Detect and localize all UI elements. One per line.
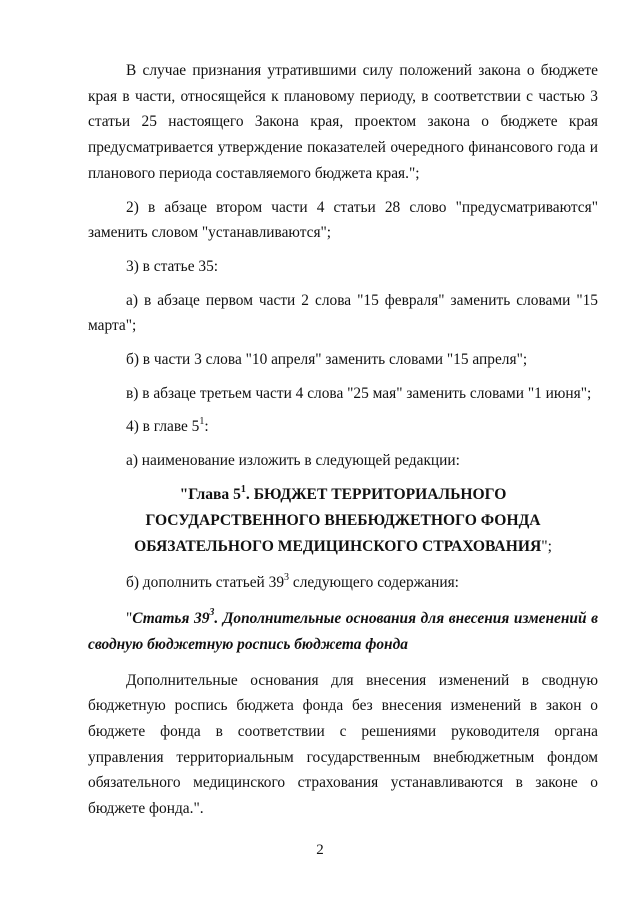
page-number: 2 [316, 842, 324, 858]
item-4-colon: : [204, 418, 209, 436]
chapter-heading-line-1 [88, 482, 598, 508]
item-3a: а) в абзаце первом части 2 слова "15 февраля" заменить словами "15 марта"; [88, 291, 598, 335]
item-4-text: 4) в главе 5 [126, 418, 200, 436]
chapter-heading-line-2: ГОСУДАРСТВЕННОГО ВНЕБЮДЖЕТНОГО ФОНДА [145, 511, 541, 529]
item-2: 2) в абзаце втором части 4 статьи 28 слово "предусматриваются" заменить словом "устанавливаются"; [88, 198, 598, 242]
item-4-superscript: 1 [199, 416, 205, 428]
item-3c: в) в абзаце третьем части 4 слова "25 мая" заменить словами "1 июня"; [126, 384, 592, 402]
document-body [88, 58, 598, 822]
article-title-suffix: . Дополнительные основания для внесения изменений в сводную бюджетную роспись бюджета фонда [88, 609, 598, 653]
item-3b: б) в части 3 слова "10 апреля" заменить словами "15 апреля"; [126, 351, 528, 369]
chapter-heading-line-3 [88, 534, 598, 560]
item-4a: а) наименование изложить в следующей редакции: [126, 452, 460, 470]
chapter-heading-suffix: . БЮДЖЕТ ТЕРРИТОРИАЛЬНОГО [245, 485, 507, 503]
chapter-heading-prefix: "Глава 5 [179, 485, 241, 503]
item-4b-text: б) дополнить статьей 39 [126, 573, 285, 591]
item-4 [88, 414, 598, 440]
chapter-heading [88, 482, 598, 560]
chapter-heading-superscript: 1 [240, 483, 246, 495]
chapter-heading-closing-quote: "; [541, 537, 552, 555]
item-4b-superscript: 3 [284, 571, 290, 583]
item-3: 3) в статье 35: [126, 257, 219, 275]
article-title-superscript: 3 [209, 607, 215, 619]
article-opening-quote: " [126, 609, 133, 627]
paragraph-budget-repeal: В случае признания утратившими силу положений закона о бюджете края в части, относящейся к плановому периоду, в соответствии с частью 3 статьи 25 настоящего Закона края, проектом закона о бюджете края предусматривается утверждение показателей очередного финансового года и планового периода составляемого бюджета края."; [88, 62, 598, 182]
item-4b-suffix: следующего содержания: [289, 573, 459, 591]
article-body: Дополнительные основания для внесения изменений в сводную бюджетную роспись бюджета фонда без внесения изменений в закон о бюджете фонда в соответствии с решениями руководителя органа управления территориальным государственным внебюджетным фондом обязательного медицинского страхования устанавливаются в законе о бюджете фонда.". [88, 671, 598, 818]
item-4b [88, 570, 598, 596]
article-title [88, 606, 598, 658]
article-title-prefix: Статья 39 [132, 609, 210, 627]
chapter-heading-line-3-text: ОБЯЗАТЕЛЬНОГО МЕДИЦИНСКОГО СТРАХОВАНИЯ [134, 537, 542, 555]
